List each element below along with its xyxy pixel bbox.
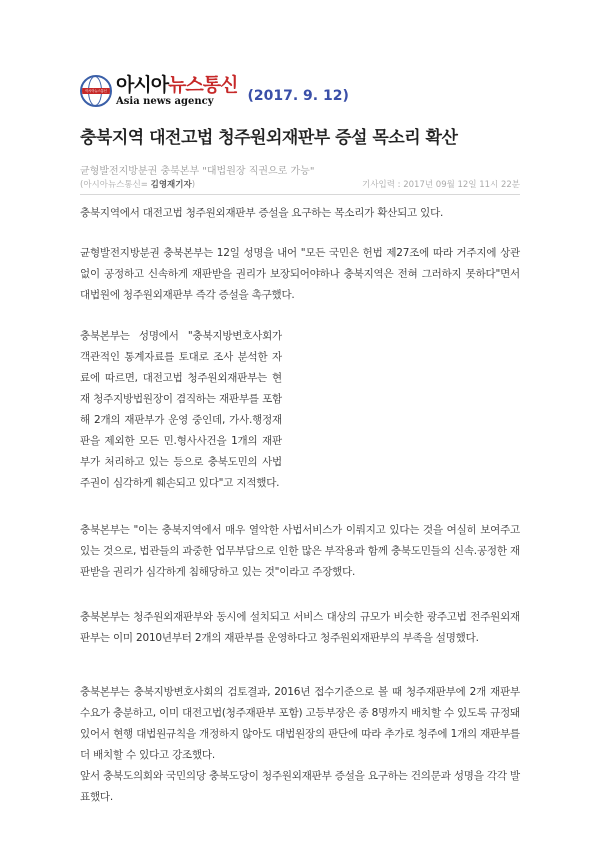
- issue-date: (2017. 9. 12): [247, 88, 349, 104]
- article-paragraph: 충북본부는 청주원외재판부와 동시에 설치되고 서비스 대상의 규모가 비슷한 광주고법 전주원외재판부는 이미 2010년부터 2개의 재판부를 운영하다고 청주원외재판부의 부족을 설명했다.: [80, 611, 520, 644]
- byline-row: [80, 178, 520, 192]
- logo[interactable]: [116, 73, 238, 107]
- logo-korean: 아시아뉴스통신: [116, 73, 238, 96]
- reporter-name[interactable]: 김영재기자: [150, 180, 192, 190]
- article-paragraph: 충북지역에서 대전고법 청주원외재판부 증설을 요구하는 목소리가 확산되고 있다.: [80, 207, 444, 219]
- article-paragraph: 충북본부는 충북지방변호사회의 검토결과, 2016년 접수기준으로 볼 때 청주재판부에 2개 재판부 수요가 충분하고, 이미 대전고법(청주재판부 포함) 고등부장은 종 8명까지 배치할 수 있도록 규정돼 있어서 현행 대법원규칙을 개정하지 않아도 대법원장의 판단에 따라 추가로 청주에 1개의 재판부를 더 배치할 수 있다고 강조했다.: [80, 686, 520, 761]
- logo-english: Asia news agency: [116, 95, 214, 107]
- article-paragraph: 앞서 충북도의회와 국민의당 충북도당이 청주원외재판부 증설을 요구하는 건의문과 성명을 각각 발표했다.: [80, 770, 520, 803]
- header-divider: [80, 194, 520, 195]
- globe-logo-icon: 아시아뉴스통신: [80, 75, 112, 107]
- article-subtitle: 균형발전지방분권 충북본부 "대법원장 직권으로 가능": [80, 166, 315, 177]
- byline: (아시아뉴스통신= 김영재기자): [80, 180, 196, 190]
- publish-dateline: 기사입력 : 2017년 09월 12일 11시 22분: [362, 180, 520, 190]
- masthead: [80, 74, 349, 108]
- article-paragraph: 균형발전지방분권 충북본부는 12일 성명을 내어 "모든 국민은 헌법 제27조에 따라 거주지에 상관없이 공정하고 신속하게 재판받을 권리가 보장되어야하나 충북지역은 전혀 그러하지 못하다"면서 대법원에 청주원외재판부 즉각 증설을 촉구했다.: [80, 247, 520, 301]
- article-paragraph: 충북본부는 "이는 충북지역에서 매우 열악한 사법서비스가 이뤄지고 있다는 것을 여실히 보여주고 있는 것으로, 법관들의 과중한 업무부담으로 인한 많은 부작용과 함께 충북도민들의 신속.공정한 재판받을 권리가 심각하게 침해당하고 있는 것"이라고 주장했다.: [80, 524, 520, 578]
- article-title: 충북지역 대전고법 청주원외재판부 증설 목소리 확산: [80, 128, 458, 148]
- article-paragraph: 충북본부는 성명에서 "충북지방변호사회가 객관적인 통계자료를 토대로 조사 분석한 자료에 따르면, 대전고법 청주원외재판부는 현재 청주지방법원장이 겸직하는 재판부를 포함해 2개의 재판부가 운영 중인데, 가사.행정재판을 제외한 모든 민.형사사건을 1개의 재판부가 처리하고 있는 등으로 충북도민의 사법주권이 심각하게 훼손되고 있다"고 지적했다.: [80, 330, 282, 489]
